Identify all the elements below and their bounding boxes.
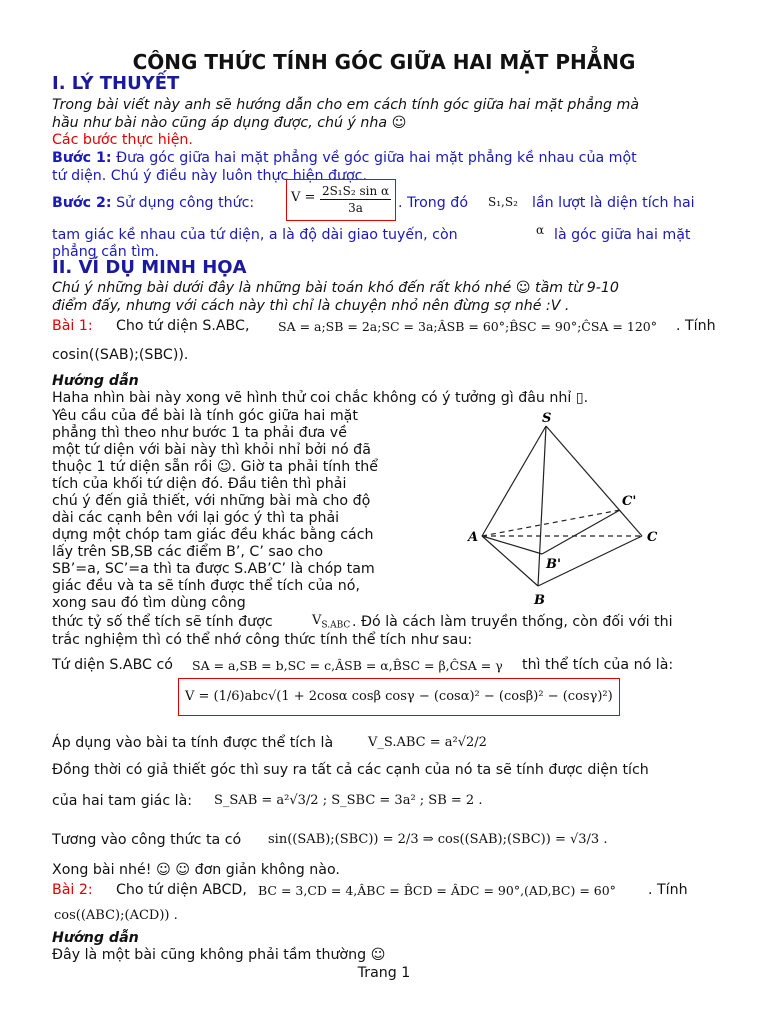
step1-line1 xyxy=(52,148,637,168)
paragraph-2-line: dựng một chóp tam giác đều khác bằng cách xyxy=(52,527,374,543)
volume-formula-box xyxy=(178,678,620,716)
label-b: B xyxy=(534,593,545,608)
step2-line2a: tam giác kề nhau của tứ diện, a là độ dài giao tuyến, còn xyxy=(52,227,458,243)
section1-intro-line1: Trong bài viết này anh sẽ hướng dẫn cho em cách tính góc giữa hai mặt phẳng mà xyxy=(52,97,640,113)
step2-line3: phẳng cần tìm. xyxy=(52,244,160,260)
label-a: A xyxy=(468,530,479,545)
paragraph-6-text: của hai tam giác là: xyxy=(52,793,193,809)
edge-sc xyxy=(546,426,642,536)
paragraph-4-text-b: thì thể tích của nó là: xyxy=(522,657,674,673)
bai1-text: Cho tứ diện S.ABC, xyxy=(116,318,250,334)
step1-label: Bước 1: xyxy=(52,150,112,166)
paragraph-2-line: Yêu cầu của đề bài là tính góc giữa hai mặt xyxy=(52,408,358,424)
bai2-tinh: . Tính xyxy=(648,882,688,898)
bai2-line xyxy=(52,880,93,900)
step2-text-a: Sử dụng công thức: xyxy=(111,195,255,211)
paragraph-2-line: SB’=a, SC’=a thì ta được S.AB’C’ là chóp tam xyxy=(52,561,375,577)
paragraph-4-text-a: Tứ diện S.ABC có xyxy=(52,657,173,673)
page-footer: Trang 1 xyxy=(357,965,411,981)
step2-text-b: . Trong đó xyxy=(398,195,468,211)
paragraph-2-line: lấy trên SB,SB các điểm B’, C’ sao cho xyxy=(52,544,324,560)
section2-intro-line2: điểm đấy, nhưng với cách này thì chỉ là chuyện nhỏ nên đừng sợ nhé :V . xyxy=(52,298,570,314)
edge-bpcp xyxy=(542,510,620,554)
page-title: CÔNG THỨC TÍNH GÓC GIỮA HAI MẶT PHẲNG xyxy=(132,50,636,74)
huongdan2-heading: Hướng dẫn xyxy=(52,930,139,946)
step2-line2b: là góc giữa hai mặt xyxy=(554,227,691,243)
step2-formula-fraction xyxy=(320,183,391,216)
paragraph-2-line: thuộc 1 tứ diện sẵn rồi ☺. Giờ ta phải tính thể xyxy=(52,459,378,475)
paragraph-2-line: tích của khối tứ diện đó. Đầu tiên thì phải xyxy=(52,476,347,492)
section2-heading: II. VÍ DỤ MINH HỌA xyxy=(52,257,247,278)
paragraph-2-line: một tứ diện với bài này thì khỏi nhỉ bởi nó đã xyxy=(52,442,371,458)
paragraph-2-line: chú ý đến giả thiết, với những bài mà cho độ xyxy=(52,493,371,509)
paragraph-3-text-a: thức tỷ số thể tích sẽ tính được xyxy=(52,614,273,630)
step2-text-c: lần lượt là diện tích hai xyxy=(532,195,695,211)
edge-ac-prime xyxy=(482,510,620,536)
paragraph-6-formula: S_SAB = a²√3/2 ; S_SBC = 3a² ; SB = 2 . xyxy=(214,793,483,808)
bai2-text: Cho tứ diện ABCD, xyxy=(116,882,247,898)
paragraph-6-line1: Đồng thời có giả thiết góc thì suy ra tất cả các cạnh của nó ta sẽ tính được diện tích xyxy=(52,762,649,778)
step1-text: Đưa góc giữa hai mặt phẳng về góc giữa hai mặt phẳng kề nhau của một xyxy=(111,150,637,166)
step2-s1s2: S₁,S₂ xyxy=(488,195,518,209)
edge-ab-prime xyxy=(482,536,542,554)
edge-sb xyxy=(538,426,546,586)
tetrahedron-figure xyxy=(466,410,672,610)
step2-formula-lhs: V = xyxy=(291,190,316,205)
step1-line2: tứ diện. Chú ý điều này luôn thực hiện được. xyxy=(52,168,367,184)
paragraph-9: Đây là một bài cũng không phải tầm thường ☺ xyxy=(52,947,386,963)
bai1-cos: cosin((SAB);(SBC)). xyxy=(52,347,189,363)
paragraph-3-line2: trắc nghiệm thì có thể nhớ công thức tính thể tích như sau: xyxy=(52,632,473,648)
label-b-prime: B' xyxy=(546,557,561,572)
volume-formula: V = (1/6)abc√(1 + 2cosα cosβ cosγ − (cosα)² − (cosβ)² − (cosγ)²) xyxy=(185,689,613,704)
bai2-cos: cos((ABC);(ACD)) . xyxy=(54,908,178,923)
step2-line1 xyxy=(52,193,254,213)
paragraph-5-text: Áp dụng vào bài ta tính được thể tích là xyxy=(52,735,334,751)
step2-formula-box xyxy=(286,179,396,221)
section2-intro-line1: Chú ý những bài dưới đây là những bài toán khó đến rất khó nhé ☺ tầm từ 9-10 xyxy=(52,280,619,296)
section1-intro-line2: hầu như bài nào cũng áp dụng được, chú ý nha ☺ xyxy=(52,115,407,131)
edge-ab xyxy=(482,536,538,586)
edge-sa xyxy=(482,426,546,536)
paragraph-5-formula: V_S.ABC = a²√2/2 xyxy=(368,735,487,750)
bai1-tinh: . Tính xyxy=(676,318,716,334)
label-c-prime: C' xyxy=(622,494,637,509)
paragraph-3-text-b: . Đó là cách làm truyền thống, còn đối với thi xyxy=(352,614,673,630)
paragraph-7-text: Tương vào công thức ta có xyxy=(52,832,242,848)
section1-heading: I. LÝ THUYẾT xyxy=(52,73,180,94)
label-s: S xyxy=(542,411,552,426)
steps-heading: Các bước thực hiện. xyxy=(52,132,193,148)
bai1-label: Bài 1: xyxy=(52,318,93,334)
paragraph-2-line: phẳng thì theo như bước 1 ta phải đưa về xyxy=(52,425,347,441)
label-c: C xyxy=(647,530,658,545)
paragraph-4-given: SA = a,SB = b,SC = c,ÂSB = α,B̂SC = β,ĈSA = γ xyxy=(192,658,503,673)
bai1-given: SA = a;SB = 2a;SC = 3a;ÂSB = 60°;B̂SC = 90°;ĈSA = 120° xyxy=(278,319,657,334)
volume-symbol: V xyxy=(312,613,322,628)
paragraph-2-line: xong sau đó tìm dùng công xyxy=(52,595,246,611)
step2-alpha: α xyxy=(536,223,545,237)
step2-formula-numerator: 2S₁S₂ sin α xyxy=(321,184,390,198)
bai1-line xyxy=(52,316,93,336)
paragraph-1: Haha nhìn bài này xong vẽ hình thử coi chắc không có ý tưởng gì đâu nhỉ ▯. xyxy=(52,390,589,406)
paragraph-8: Xong bài nhé! ☺ ☺ đơn giản không nào. xyxy=(52,862,340,878)
volume-subscript: S.ABC xyxy=(321,620,351,631)
bai2-given: BC = 3,CD = 4,ÂBC = B̂CD = ÂDC = 90°,(AD,BC) = 60° xyxy=(258,883,616,898)
step2-formula-denominator: 3a xyxy=(348,201,363,215)
paragraph-2-line: giác đều và ta sẽ tính được thể tích của nó, xyxy=(52,578,360,594)
huongdan1-heading: Hướng dẫn xyxy=(52,373,139,389)
paragraph-7-formula: sin((SAB);(SBC)) = 2/3 ⇒ cos((SAB);(SBC)) = √3/3 . xyxy=(268,832,608,847)
step2-label: Bước 2: xyxy=(52,195,112,211)
bai2-label: Bài 2: xyxy=(52,882,93,898)
paragraph-2-line: dài các cạnh bên với lại góc ý thì ta phải xyxy=(52,510,340,526)
